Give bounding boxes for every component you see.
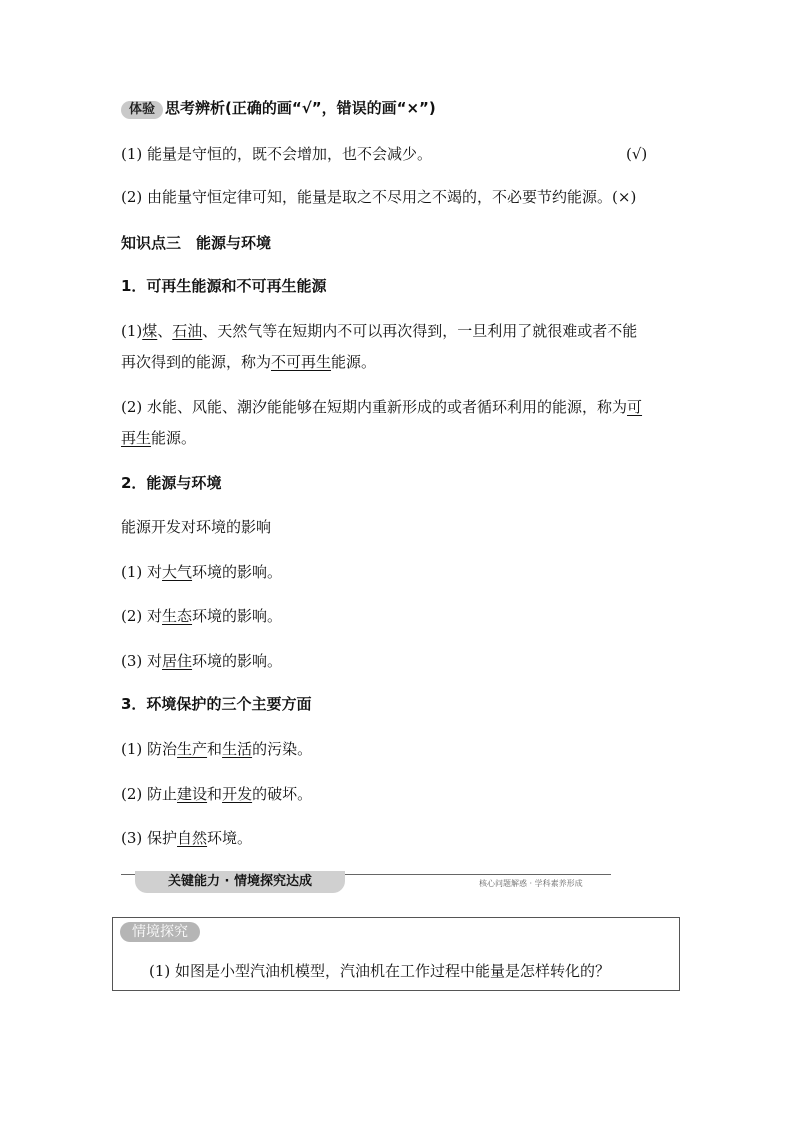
protection-item-1 — [121, 739, 312, 759]
experience-title-line — [121, 98, 436, 119]
answer-nonrenewable: 不可再生 — [271, 353, 332, 371]
experience-title: 思考辨析(正确的画“√”，错误的画“×”) — [165, 99, 436, 117]
subsection-2-intro: 能源开发对环境的影响 — [121, 518, 272, 536]
judgment-item-2: (2) 由能量守恒定律可知，能量是取之不尽用之不竭的，不必要节约能源。(×) — [121, 188, 637, 206]
impact-3-a: (3) 对 — [121, 652, 163, 670]
section-heading: 知识点三 能源与环境 — [121, 234, 272, 252]
experience-badge: 体验 — [121, 101, 163, 119]
p1-sep: 、 — [157, 322, 173, 340]
answer-renewable-part2: 再生 — [121, 429, 152, 447]
impact-item-3 — [121, 651, 282, 671]
p1-prefix: (1) — [121, 322, 143, 340]
answer-atmosphere: 大气 — [162, 563, 193, 581]
impact-3-b: 环境的影响。 — [192, 652, 283, 670]
protection-item-3 — [121, 828, 252, 848]
answer-development: 开发 — [222, 785, 253, 803]
impact-item-1 — [121, 562, 282, 582]
p2-line1-a: (2) 水能、风能、潮汐能能够在短期内重新形成的或者循环利用的能源，称为 — [121, 398, 628, 416]
protection-2-a: (2) 防止 — [121, 785, 178, 803]
judgment-item-1-mark: (√) — [626, 145, 648, 163]
protection-3-b: 环境。 — [207, 829, 253, 847]
judgment-item-1-text: (1) 能量是守恒的，既不会增加，也不会减少。 — [121, 145, 433, 163]
answer-residence: 居住 — [162, 652, 193, 670]
impact-item-2 — [121, 606, 282, 626]
p1-line2-a: 再次得到的能源，称为 — [121, 353, 272, 371]
protection-item-2 — [121, 784, 312, 804]
banner-title: 关键能力 · 情境探究达成 — [135, 871, 345, 893]
p1-mid: 、天然气等在短期内不可以再次得到，一旦利用了就很难或者不能 — [202, 322, 638, 340]
answer-nature: 自然 — [177, 829, 208, 847]
judgment-item-1 — [121, 144, 432, 164]
banner-subtitle: 核心问题解惑 · 学科素养形成 — [479, 879, 583, 888]
answer-coal: 煤 — [142, 322, 158, 340]
answer-life: 生活 — [222, 740, 253, 758]
p1-line2-b: 能源。 — [331, 353, 377, 371]
paragraph-2-line-2 — [121, 428, 196, 448]
impact-1-a: (1) 对 — [121, 563, 163, 581]
inquiry-question: (1) 如图是小型汽油机模型，汽油机在工作过程中能量是怎样转化的？ — [149, 962, 611, 980]
protection-3-a: (3) 保护 — [121, 829, 178, 847]
paragraph-2-line-1 — [121, 397, 642, 417]
answer-renewable-part1: 可 — [627, 398, 643, 416]
protection-1-b: 的污染。 — [252, 740, 313, 758]
p2-line2-b: 能源。 — [151, 429, 197, 447]
impact-1-b: 环境的影响。 — [192, 563, 283, 581]
protection-2-b: 的破坏。 — [252, 785, 313, 803]
paragraph-1-line-1 — [121, 321, 637, 341]
answer-ecology: 生态 — [162, 607, 193, 625]
protection-1-a: (1) 防治 — [121, 740, 178, 758]
subsection-3-title: 3．环境保护的三个主要方面 — [121, 695, 312, 713]
answer-construction: 建设 — [177, 785, 208, 803]
section-banner — [121, 868, 611, 894]
protection-2-mid: 和 — [207, 785, 223, 803]
answer-production: 生产 — [177, 740, 208, 758]
impact-2-b: 环境的影响。 — [192, 607, 283, 625]
protection-1-mid: 和 — [207, 740, 223, 758]
subsection-2-title: 2．能源与环境 — [121, 474, 222, 492]
subsection-1-title: 1．可再生能源和不可再生能源 — [121, 277, 327, 295]
impact-2-a: (2) 对 — [121, 607, 163, 625]
inquiry-box — [112, 917, 680, 991]
paragraph-1-line-2 — [121, 352, 376, 372]
inquiry-tag: 情境探究 — [120, 922, 200, 942]
answer-petroleum: 石油 — [172, 322, 203, 340]
